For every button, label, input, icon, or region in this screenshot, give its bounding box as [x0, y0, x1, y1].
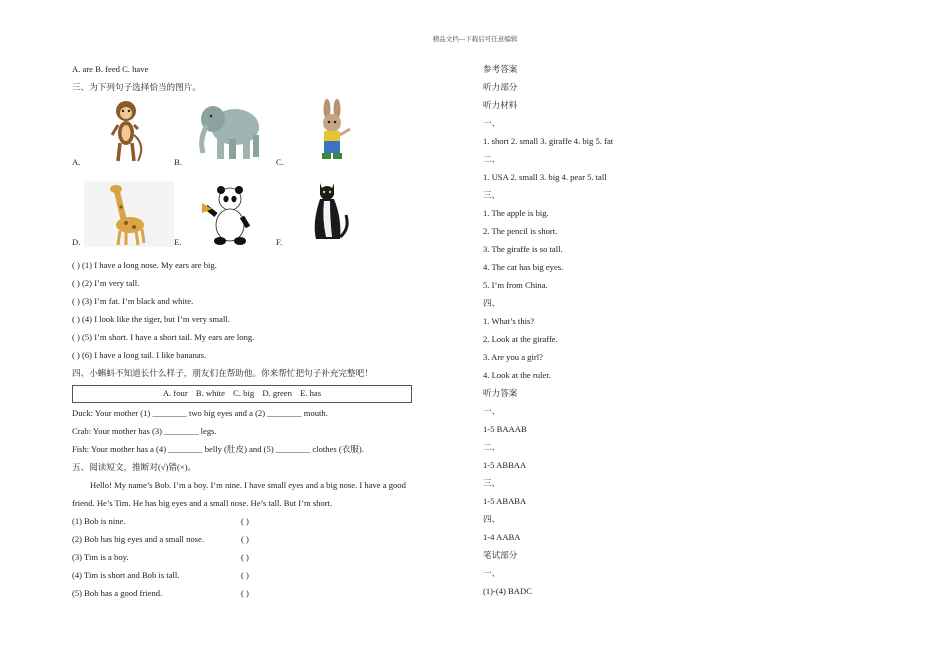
word-option: B. white — [195, 388, 225, 398]
answer-line: 一、 — [483, 406, 501, 416]
answer-line: 4. The cat has big eyes. — [483, 262, 564, 272]
pic-label-a: A. — [72, 157, 81, 167]
tf-question: (5) Bob has a good friend. ( ) — [72, 588, 249, 598]
answer-line: 听力部分 — [483, 82, 518, 92]
word-option: A. four — [162, 388, 188, 398]
word-option: E. has — [300, 388, 322, 398]
answer-line: 1. short 2. small 3. giraffe 4. big 5. fat — [483, 136, 614, 146]
answer-line: 4. Look at the ruler. — [483, 370, 551, 380]
answer-line: 1-5 ABBAA — [483, 460, 527, 470]
sentence-3: ( ) (3) I’m fat. I’m black and white. — [72, 296, 194, 306]
sentence-2: ( ) (2) I’m very tall. — [72, 278, 140, 288]
section-4-title: 四、小蝌蚪不知道长什么样子，朋友们在帮助他。你来帮忙把句子补充完整吧！ — [72, 368, 373, 378]
section-5-title: 五、阅读短文，推断对(√)错(×)。 — [72, 462, 197, 472]
answer-line: 听力材料 — [483, 100, 518, 110]
answer-line: 1. USA 2. small 3. big 4. pear 5. tall — [483, 172, 607, 182]
passage-line-2: friend. He’s Tim. He has big eyes and a small nose. He’s tall. But I’m short. — [72, 498, 333, 508]
options-line: A. are B. feed C. have — [72, 64, 149, 74]
answer-line: 笔试部分 — [483, 550, 518, 560]
answer-line: (1)-(4) BADC — [483, 586, 532, 596]
pic-label-c: C. — [276, 157, 284, 167]
tf-question: (4) Tim is short and Bob is tall. ( ) — [72, 570, 249, 580]
answer-line: 一、 — [483, 118, 501, 128]
answer-line: 5. I’m from China. — [483, 280, 548, 290]
answer-line: 1-5 ABABA — [483, 496, 527, 506]
answer-line: 3. The giraffe is so tall. — [483, 244, 563, 254]
answer-line: 三、 — [483, 190, 501, 200]
sentence-6: ( ) (6) I have a long tail. I like bananas. — [72, 350, 207, 360]
monkey-icon — [110, 99, 146, 167]
answer-line: 四、 — [483, 514, 501, 524]
answer-line: 二、 — [483, 154, 501, 164]
answer-line: 3. Are you a girl? — [483, 352, 543, 362]
cat-icon — [306, 179, 350, 245]
word-option: C. big — [233, 388, 255, 398]
answer-line: 听力答案 — [483, 388, 518, 398]
rabbit-icon — [312, 99, 354, 165]
sentence-1: ( ) (1) I have a long nose. My ears are big. — [72, 260, 217, 270]
sentence-4: ( ) (4) I look like the tiger, but I’m very small. — [72, 314, 230, 324]
pic-label-b: B. — [174, 157, 182, 167]
answer-line: 一、 — [483, 568, 501, 578]
word-box — [72, 385, 412, 403]
tf-question: (2) Bob has big eyes and a small nose. ( ) — [72, 534, 249, 544]
giraffe-icon — [84, 181, 174, 247]
pic-label-e: E. — [174, 237, 182, 247]
fill-fish: Fish: Your mother has a (4) ________ belly (肚皮) and (5) ________ clothes (衣服). — [72, 444, 364, 454]
answer-line: 1. The apple is big. — [483, 208, 549, 218]
answer-paren: ( ) — [241, 570, 249, 580]
section-3-title: 三、为下列句子选择恰当的图片。 — [72, 82, 201, 92]
answer-paren: ( ) — [241, 534, 249, 544]
fill-duck: Duck: Your mother (1) ________ two big eyes and a (2) ________ mouth. — [72, 408, 328, 418]
word-option: D. green — [262, 388, 292, 398]
answer-line: 2. The pencil is short. — [483, 226, 558, 236]
pic-label-f: F. — [276, 237, 283, 247]
tf-question: (1) Bob is nine. ( ) — [72, 516, 249, 526]
elephant-icon — [197, 99, 265, 163]
answer-line: 1-4 AABA — [483, 532, 521, 542]
fill-crab: Crab: Your mother has (3) ________ legs. — [72, 426, 217, 436]
picture-grid — [72, 99, 452, 259]
answer-paren: ( ) — [241, 588, 249, 598]
answer-line: 四、 — [483, 298, 501, 308]
answer-paren: ( ) — [241, 516, 249, 526]
page-header: 精品文档---下载后可任意编辑 — [432, 36, 518, 43]
sentence-5: ( ) (5) I’m short. I have a short tail. My ears are long. — [72, 332, 255, 342]
answer-line: 1. What’s this? — [483, 316, 535, 326]
answer-line: 二、 — [483, 442, 501, 452]
tf-question: (3) Tim is a boy. ( ) — [72, 552, 249, 562]
answer-line: 三、 — [483, 478, 501, 488]
left-column — [72, 63, 452, 605]
answer-key-column — [483, 63, 783, 603]
answer-paren: ( ) — [241, 552, 249, 562]
answer-line: 1-5 BAAAB — [483, 424, 527, 434]
answer-line: 参考答案 — [483, 64, 518, 74]
panda-icon — [202, 183, 252, 247]
passage-line-1: Hello! My name’s Bob. I’m a boy. I’m nine. I have small eyes and a big nose. I have a good — [90, 480, 406, 490]
answer-line: 2. Look at the giraffe. — [483, 334, 558, 344]
pic-label-d: D. — [72, 237, 81, 247]
